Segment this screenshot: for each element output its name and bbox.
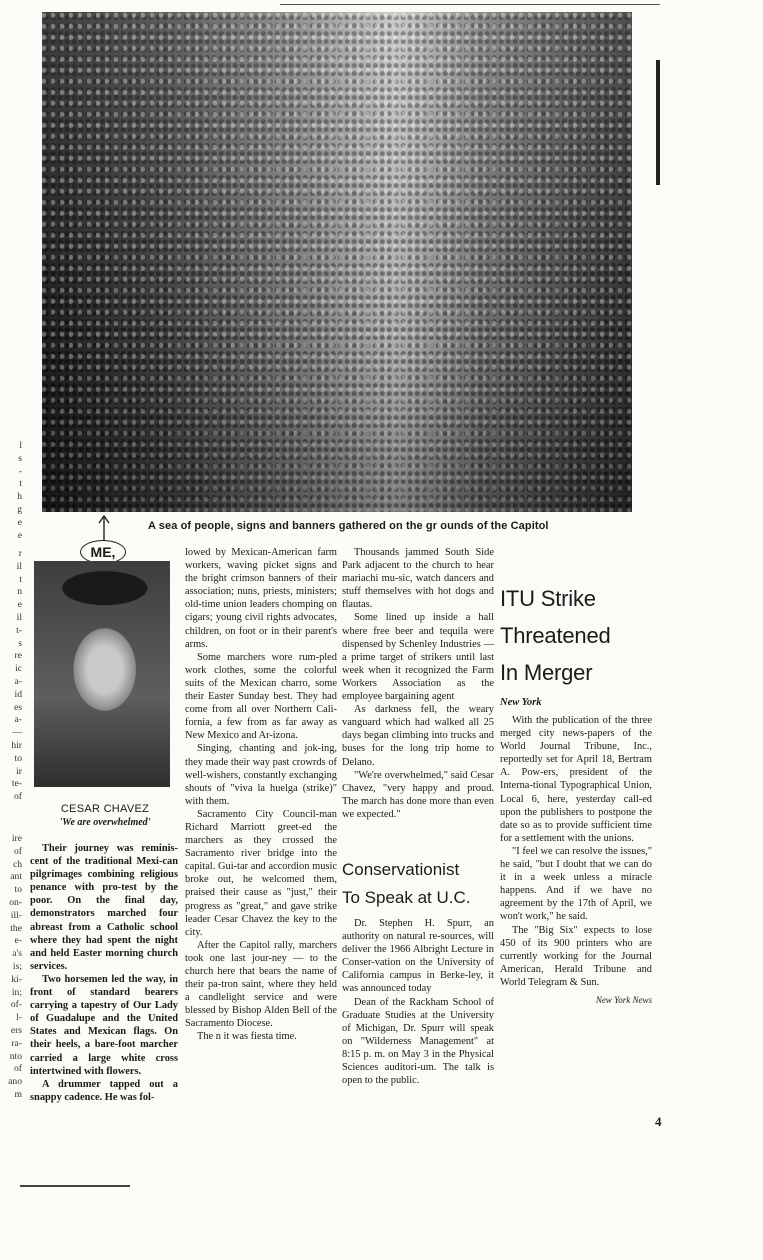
margin-fragment: - <box>18 465 22 477</box>
story3-paragraph: "I feel we can resolve the issues," he said, "but I doubt that we can do it in a week unless a miracle happens. And if we have no agreement by the 17th of April, we won't work," he said. <box>500 845 652 923</box>
col2-paragraph: The n it was fiesta time. <box>197 1031 297 1043</box>
margin-fragment: id <box>14 688 22 700</box>
margin-fragment: t- <box>16 624 22 636</box>
margin-fragment: ic <box>15 663 22 675</box>
margin-fragment: s <box>18 637 22 649</box>
margin-fragment: il <box>16 560 22 572</box>
margin-fragment: of- <box>10 999 22 1011</box>
margin-fragment: n <box>17 586 22 598</box>
margin-fragment: a's <box>12 948 22 960</box>
margin-fragment: e <box>17 529 22 541</box>
margin-fragment: ill- <box>10 909 22 921</box>
col2-paragraph: Some marchers wore rum-pled work clothes, some the colorful suits of the Mexican charro, some their Easter Sunday best. They had come from all over Northern Cali-fornia, a few from as far away as New Mexico and Ar-izona. <box>185 651 337 742</box>
story3-dateline: New York <box>500 697 542 708</box>
crowd-photo-shading <box>42 12 632 512</box>
column-2 <box>185 546 337 1044</box>
handwritten-me-note: ME, <box>80 540 126 564</box>
col1-paragraph: Two horsemen led the way, in front of standard bearers carrying a tapestry of Our Lady of Guadalupe and the United States and Mexican flags. On their heels, a bare-foot marcher carried a large white cross intertwined with flowers. <box>30 973 178 1077</box>
margin-fragment: e <box>17 599 22 611</box>
margin-fragment: of <box>14 791 22 803</box>
margin-fragment: ano <box>8 1076 22 1088</box>
margin-fragment: nto <box>9 1050 22 1062</box>
page-number: 4 <box>655 1114 662 1129</box>
margin-fragment: t <box>19 573 22 585</box>
margin-fragment: ire <box>11 833 22 844</box>
margin-fragment: il <box>16 611 22 623</box>
margin-fragment: to <box>14 752 22 764</box>
col2-paragraph: lowed by Mexican-American farm workers, waving picket signs and the bright crimson banners of their association; nuns, priests, ministers; old-time union leaders chomping on cigars; young civil rights advocates, children, on foot or in their parent's arms. <box>185 547 337 650</box>
story2-headline-line2: To Speak at U.C. <box>342 888 471 907</box>
margin-fragment: ki- <box>11 973 22 985</box>
margin-fragment: a- <box>14 714 22 726</box>
margin-fragment: of <box>14 845 22 857</box>
portrait-name: CESAR CHAVEZ <box>60 803 150 815</box>
story3-paragraph: The "Big Six" expects to lose 450 of its 900 printers who are currently working for the Journal American, Herald Tribune and World Telegram & Sun. <box>500 924 652 988</box>
col3-paragraph: "We're overwhelmed," said Cesar Chavez, "very happy and proud. The march has done more than even we expected." <box>342 769 494 820</box>
col1-paragraph: Their journey was reminis-cent of the traditional Mexi-can pilgrimages combining religious penance with pro-test by the poor. On the final day, demonstrators marched four abreast from a Catholic school where they had spent the night and held Easter morning church services. <box>30 843 178 972</box>
margin-fragment: te- <box>11 778 22 790</box>
margin-fragment: e- <box>14 935 22 947</box>
margin-fragment: ra- <box>11 1037 22 1049</box>
margin-fragment: re <box>14 650 22 662</box>
col3-paragraph: Some lined up inside a hall where free beer and tequila were dispensed by Schenley Industries — a prime target of strikers until last week when it recognized the Farm Workers Association as the employee bargaining agent <box>342 612 494 703</box>
story3-headline-line3: In Merger <box>500 660 593 685</box>
story3-credit: New York News <box>595 994 652 1005</box>
margin-fragment: e <box>17 516 22 528</box>
margin-fragment: m <box>14 1088 22 1100</box>
margin-fragment: ir <box>16 765 22 777</box>
story2-paragraph: Dean of the Rackham School of Graduate Studies at the University of Michigan, Dr. Spurr will speak on "Wilderness Management" at 8:15 p. m. on May 3 in the Physical Sciences auditori-um. The talk is open to the public. <box>342 996 494 1087</box>
story2-headline-line1: Conservationist <box>342 860 460 879</box>
column-1 <box>30 842 178 1104</box>
story-itu-strike <box>500 580 652 1005</box>
column-3 <box>342 546 494 821</box>
margin-fragment: ant <box>10 871 22 883</box>
story3-headline-line1: ITU Strike <box>500 586 596 611</box>
col1-paragraph: A drummer tapped out a snappy cadence. He was fol- <box>30 1078 178 1103</box>
margin-fragment: s <box>18 452 22 464</box>
bottom-rule <box>20 1185 130 1187</box>
story3-paragraph: With the publication of the three merged city news-papers of the World Journal Tribune, Inc., reportedly set for April 18, Bertram A. Pow-ers, president of the Interna-tional Typographical Union, Local 6, here, yesterday call-ed upon the publishers to postpone the date so as to provide sufficient time for a settlement with the unions. <box>500 715 652 844</box>
col2-paragraph: Sacramento City Council-man Richard Marriott greet-ed the marchers as they crossed the Sacramento river bridge into the capital. Gui-tar and accordion music broke out, he welcomed them, praised their cause as "just," their progress as "great," and gave strike leader Cesar Chavez the key to the city. <box>185 808 337 938</box>
story-conservationist <box>342 856 494 1087</box>
margin-fragment: to <box>14 884 22 896</box>
up-arrow-icon <box>98 514 110 542</box>
margin-fragment: l <box>19 440 22 451</box>
left-margin-fragments-mid <box>2 548 22 804</box>
story3-headline-line2: Threatened <box>500 623 611 648</box>
margin-fragment: — <box>12 727 22 739</box>
col2-paragraph: Singing, chanting and jok-ing, they made their way past crowrds of well-wishers, constantly exchanging shouts of "viva la huelga (strike)" with them. <box>185 743 337 807</box>
margin-fragment: on- <box>9 896 22 908</box>
top-rule <box>280 4 660 5</box>
margin-fragment: ch <box>12 858 22 870</box>
story2-paragraph: Dr. Stephen H. Spurr, an authority on natural re-sources, will deliver the 1966 Albright Lecture in Conser-vation on the University of California campus in Berke-ley, it was announced today <box>342 918 494 995</box>
margin-fragment: r <box>18 548 22 559</box>
left-margin-fragments-bottom <box>2 833 22 1102</box>
photo-caption: A sea of people, signs and banners gathered on the gr ounds of the Capitol <box>148 520 549 532</box>
right-edge-mark <box>656 60 660 185</box>
left-margin-fragments-top <box>2 440 22 542</box>
margin-fragment: l- <box>16 1012 22 1024</box>
margin-fragment: t <box>19 478 22 490</box>
cesar-chavez-portrait <box>34 561 170 787</box>
col2-paragraph: After the Capitol rally, marchers took one last jour-ney — to the church here that bears the name of their pa-tron saint, where they held a candlelight service and were blessed by Bishop Alden Bell of the Sacramento Diocese. <box>185 939 337 1030</box>
portrait-quote: 'We are overwhelmed' <box>59 817 151 828</box>
margin-fragment: hir <box>11 739 22 751</box>
margin-fragment: es <box>14 701 22 713</box>
margin-fragment: ers <box>10 1024 22 1036</box>
col3-paragraph: As darkness fell, the weary vanguard which had walked all 25 days began climbing into trucks and buses for the long trip home to Delano. <box>342 704 494 768</box>
margin-fragment: is; <box>12 960 22 972</box>
margin-fragment: g <box>17 503 22 515</box>
margin-fragment: a- <box>14 675 22 687</box>
margin-fragment: of <box>14 1063 22 1075</box>
margin-fragment: in; <box>11 986 22 998</box>
col3-paragraph: Thousands jammed South Side Park adjacent to the church to hear mariachi mu-sic, watch dancers and stuff themselves with hot dogs and flautas. <box>342 547 494 611</box>
margin-fragment: h <box>17 491 22 503</box>
margin-fragment: the <box>10 922 22 934</box>
